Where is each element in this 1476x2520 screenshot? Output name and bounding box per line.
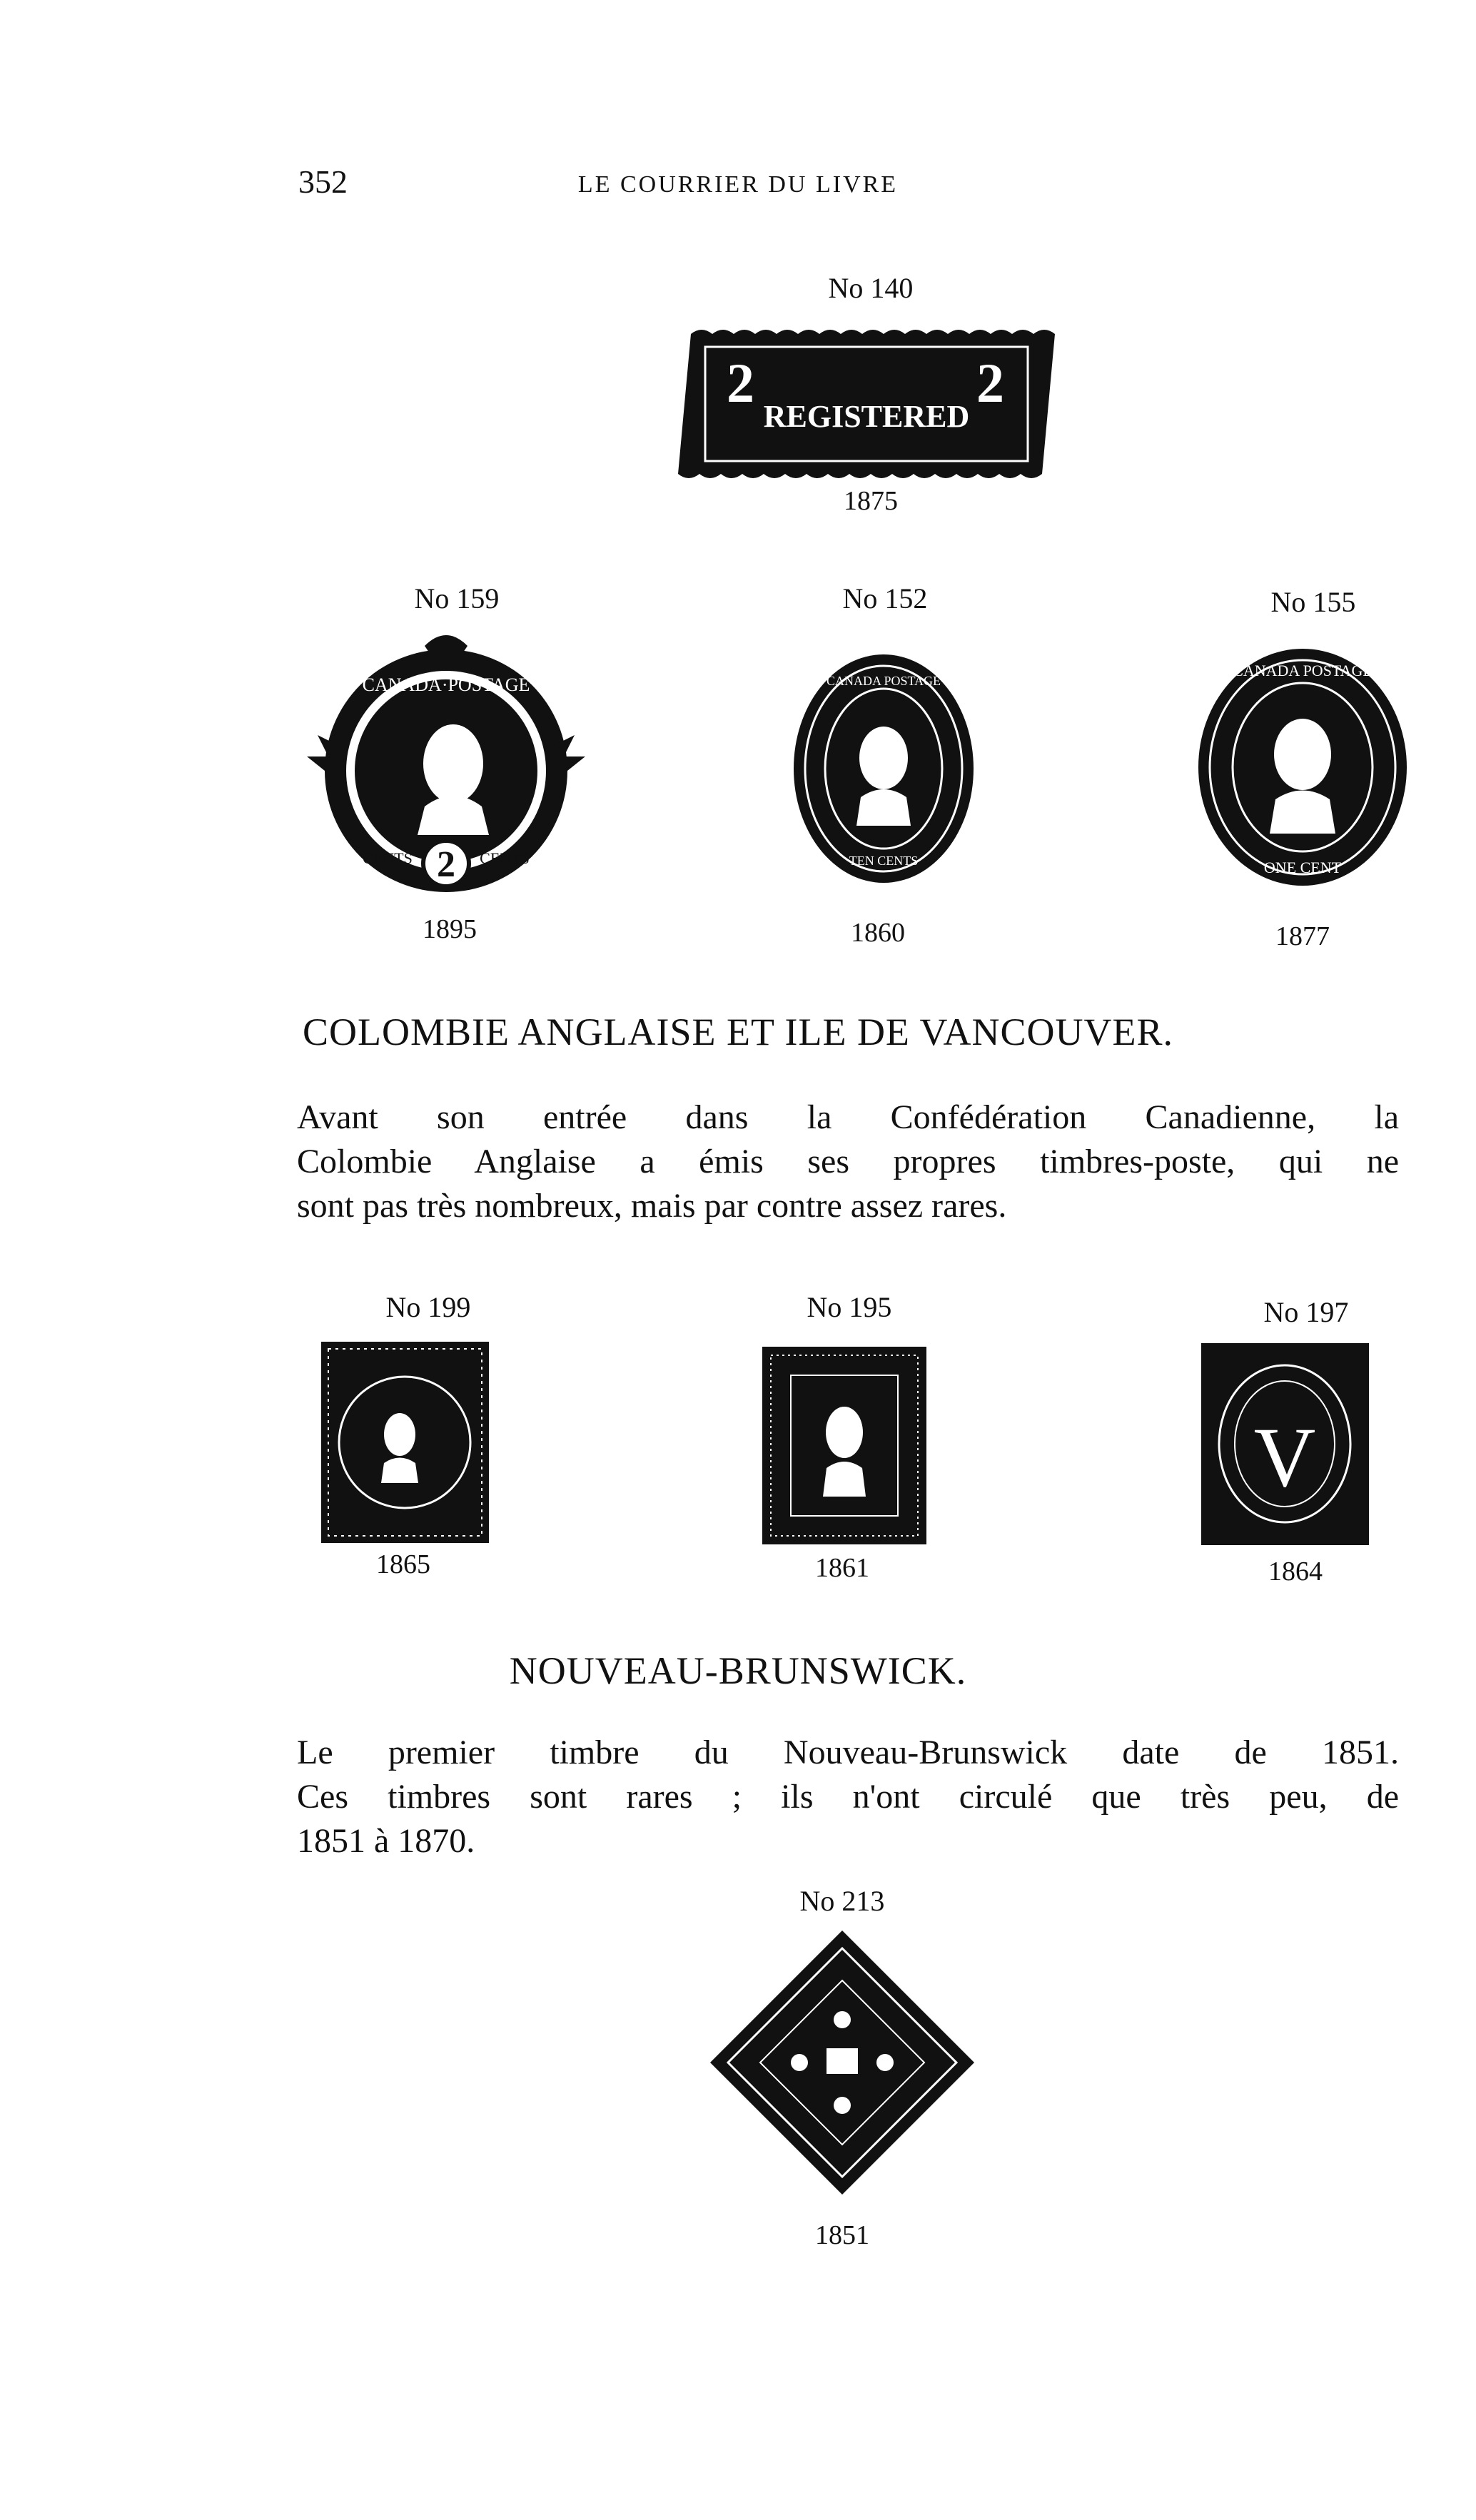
stamp-140-image — [684, 327, 1049, 481]
stamp-159-label: No 159 — [414, 582, 500, 614]
stamp-199-label: No 199 — [385, 1291, 471, 1323]
stamp-155-year: 1877 — [1275, 921, 1330, 951]
stamp-159-cents-right: CENTS — [480, 849, 530, 867]
stamp-155-text: CANADA POSTAGE — [1233, 662, 1373, 679]
stamp-152-year: 1860 — [851, 918, 905, 948]
page-number: 352 — [298, 163, 348, 200]
section2-line-2: Ces timbres sont rares ; ils n'ont circulé que très peu, de — [297, 1778, 1399, 1816]
stamp-155-image — [1196, 646, 1410, 889]
stamp-152-text: CANADA POSTAGE — [826, 674, 941, 688]
stamp-197-year: 1864 — [1268, 1557, 1323, 1587]
stamp-197-image — [1201, 1343, 1369, 1545]
section1-line-2: Colombie Anglaise a émis ses propres timbres-poste, qui ne — [297, 1143, 1399, 1180]
stamp-195-year: 1861 — [815, 1553, 869, 1583]
stamp-195-image — [762, 1347, 926, 1544]
stamp-197-label: No 197 — [1263, 1296, 1349, 1328]
stamp-155-label: No 155 — [1270, 586, 1356, 618]
stamp-199-image — [321, 1342, 489, 1543]
stamp-159-image — [303, 628, 589, 899]
section1-line-1: Avant son entrée dans la Confédération Canadienne, la — [297, 1098, 1399, 1136]
stamp-140-value-right: 2 — [976, 352, 1004, 414]
stamp-152-label: No 152 — [842, 582, 928, 614]
section1-line-3: sont pas très nombreux, mais par contre assez rares. — [297, 1187, 1007, 1225]
section-title-nouveau-brunswick: NOUVEAU-BRUNSWICK. — [509, 1649, 967, 1692]
stamp-140-year: 1875 — [844, 486, 898, 516]
stamp-140-label: No 140 — [828, 272, 914, 304]
stamp-152-bottom: TEN CENTS — [849, 854, 919, 868]
stamp-197-letter: V — [1253, 1410, 1316, 1504]
stamp-159-value: 2 — [437, 844, 455, 885]
stamp-140-value-left: 2 — [727, 352, 754, 414]
stamp-152-image — [791, 651, 976, 886]
section-title-colombie: COLOMBIE ANGLAISE ET ILE DE VANCOUVER. — [303, 1011, 1173, 1053]
stamp-140-text: REGISTERED — [763, 399, 970, 434]
stamp-159-year: 1895 — [423, 914, 477, 944]
stamp-159-text: CANADA·POSTAGE — [362, 674, 530, 695]
section2-line-3: 1851 à 1870. — [297, 1822, 475, 1860]
stamp-155-bottom: ONE CENT — [1263, 859, 1342, 876]
stamp-213-label: No 213 — [799, 1885, 885, 1917]
stamp-213-image — [707, 1927, 978, 2198]
section2-line-1: Le premier timbre du Nouveau-Brunswick date de 1851. — [297, 1734, 1399, 1771]
running-title: LE COURRIER DU LIVRE — [577, 171, 899, 198]
stamp-199-year: 1865 — [376, 1549, 430, 1579]
stamp-195-label: No 195 — [807, 1291, 892, 1323]
stamp-213-year: 1851 — [815, 2220, 869, 2250]
stamp-159-cents-left: CENTS — [363, 849, 413, 867]
